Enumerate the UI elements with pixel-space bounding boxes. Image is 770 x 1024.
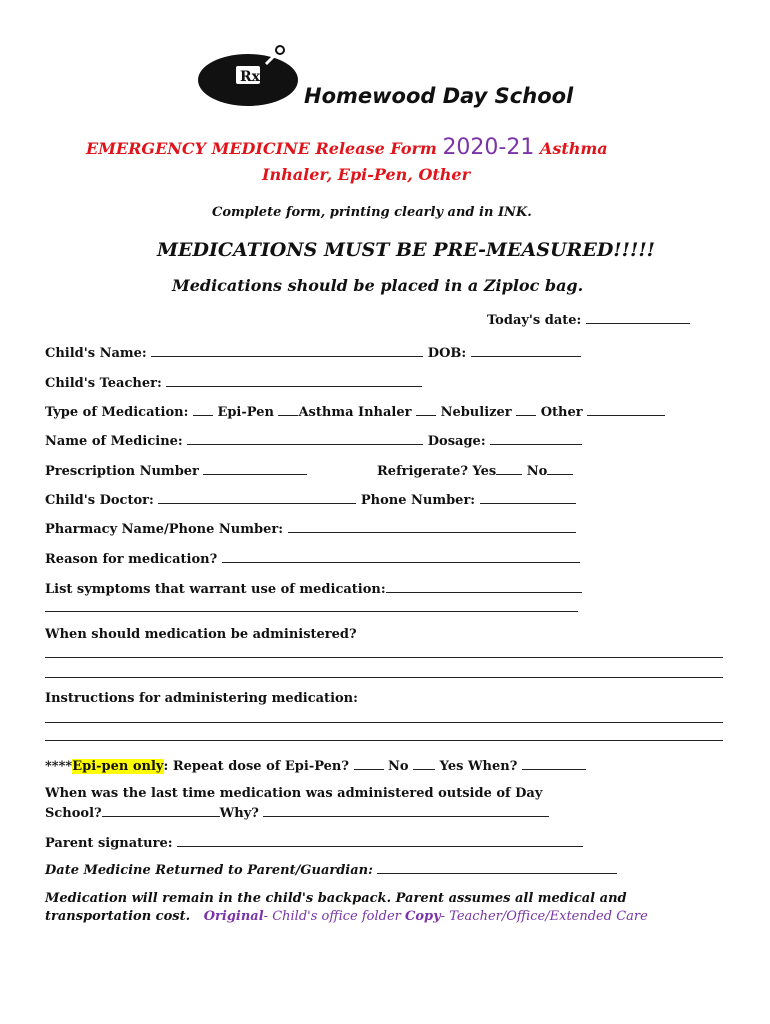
- phone-number-field[interactable]: [480, 491, 576, 504]
- date-returned-row: Date Medicine Returned to Parent/Guardian:: [45, 861, 617, 878]
- original-desc: - Child's office folder: [263, 909, 405, 924]
- footer-line1: Medication will remain in the child's backpack. Parent assumes all medical and: [45, 891, 627, 906]
- prescription-row: Prescription Number: [45, 462, 307, 479]
- when-administered-label: When should medication be administered?: [45, 627, 357, 642]
- epi-pen-row: ****Epi-pen only: Repeat dose of Epi-Pen? No Yes When?: [45, 757, 586, 774]
- parent-signature-row: Parent signature:: [45, 834, 583, 851]
- footer-line2: transportation cost. Original- Child's office folder Copy- Teacher/Office/Extended Care: [45, 909, 648, 924]
- yes-when-field[interactable]: [522, 757, 586, 770]
- form-instructions: Complete form, printing clearly and in INK.: [212, 205, 532, 220]
- childs-teacher-row: Child's Teacher:: [45, 374, 422, 391]
- todays-date-field[interactable]: [586, 311, 690, 324]
- last-time-field[interactable]: [102, 804, 220, 817]
- medication-type-row: Type of Medication: Epi-Pen Asthma Inhaler Nebulizer Other: [45, 403, 665, 420]
- copy-label: Copy: [405, 909, 441, 924]
- dob-field[interactable]: [471, 344, 581, 357]
- childs-teacher-field[interactable]: [166, 374, 422, 387]
- form-title-line2: Inhaler, Epi-Pen, Other: [262, 165, 471, 184]
- childs-doctor-field[interactable]: [158, 491, 356, 504]
- rx-logo: [196, 44, 304, 110]
- when-administered-line-2[interactable]: [45, 677, 723, 678]
- reason-field[interactable]: [222, 550, 580, 563]
- pharmacy-field[interactable]: [288, 520, 576, 533]
- mortar-pestle-icon: [196, 44, 304, 110]
- form-title-line1: [86, 135, 608, 160]
- rx-text: Rx: [240, 69, 260, 85]
- when-administered-line-1[interactable]: [45, 657, 723, 658]
- refrigerate-yes-field[interactable]: [496, 462, 522, 475]
- pharmacy-row: Pharmacy Name/Phone Number:: [45, 520, 576, 537]
- refrigerate-no-field[interactable]: [547, 462, 573, 475]
- prescription-field[interactable]: [203, 462, 307, 475]
- repeat-dose-field[interactable]: [354, 757, 384, 770]
- todays-date-row: Today's date:: [487, 311, 690, 328]
- school-name: Homewood Day School: [304, 84, 574, 108]
- reason-row: Reason for medication?: [45, 550, 580, 567]
- childs-name-field[interactable]: [151, 344, 423, 357]
- instructions-label: Instructions for administering medication:: [45, 691, 358, 706]
- title-year: 2020-21: [442, 135, 535, 160]
- title-prefix: EMERGENCY MEDICINE Release Form: [86, 139, 443, 158]
- title-suffix: Asthma: [534, 139, 608, 158]
- date-returned-field[interactable]: [377, 861, 617, 874]
- doctor-row: Child's Doctor: Phone Number:: [45, 491, 576, 508]
- other-check[interactable]: [516, 403, 536, 416]
- symptoms-row: List symptoms that warrant use of medication:: [45, 580, 582, 597]
- childs-name-row: Child's Name: DOB:: [45, 344, 581, 361]
- nebulizer-check[interactable]: [416, 403, 436, 416]
- repeat-no-field[interactable]: [413, 757, 435, 770]
- copy-desc: - Teacher/Office/Extended Care: [440, 909, 648, 924]
- parent-signature-field[interactable]: [177, 834, 583, 847]
- why-field[interactable]: [263, 804, 549, 817]
- original-label: Original: [203, 909, 264, 924]
- medicine-name-row: Name of Medicine: Dosage:: [45, 432, 582, 449]
- symptoms-field[interactable]: [386, 580, 582, 593]
- symptoms-line-2[interactable]: [45, 611, 578, 612]
- epi-pen-only-highlight: Epi-pen only: [72, 759, 164, 774]
- last-time-row: School? Why?: [45, 804, 549, 821]
- instructions-line-2[interactable]: [45, 740, 723, 741]
- instructions-line-1[interactable]: [45, 722, 723, 723]
- premeasured-warning: MEDICATIONS MUST BE PRE-MEASURED!!!!!: [157, 239, 656, 261]
- dosage-field[interactable]: [490, 432, 582, 445]
- other-field[interactable]: [587, 403, 665, 416]
- medicine-name-field[interactable]: [187, 432, 423, 445]
- refrigerate-row: Refrigerate? Yes No: [377, 462, 573, 479]
- last-time-label: When was the last time medication was administered outside of Day: [45, 786, 543, 801]
- asthma-inhaler-check[interactable]: [278, 403, 298, 416]
- epi-pen-check[interactable]: [193, 403, 213, 416]
- ziploc-note: Medications should be placed in a Ziploc bag.: [172, 276, 584, 295]
